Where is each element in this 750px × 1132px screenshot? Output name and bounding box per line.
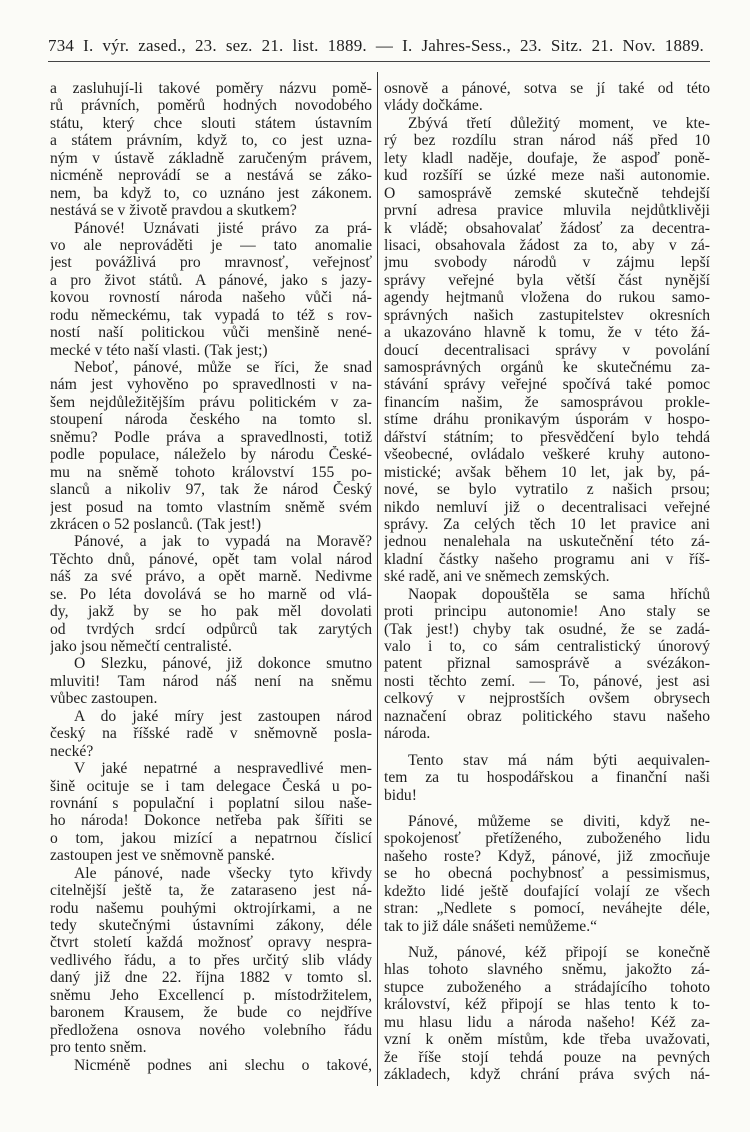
text-line: financím našim, že samosprávou prokle- bbox=[384, 393, 710, 411]
text-line: osnově a pánové, sotva se jí také od této bbox=[384, 80, 710, 97]
text-line: Nicméně podnes ani slechu o takové, bbox=[74, 1056, 372, 1074]
text-line: mu hlasu lidu a národa našeho! Kéž za- bbox=[384, 1013, 710, 1031]
text-line: rý bez rozdílu stran národ náš před 10 bbox=[384, 132, 710, 150]
text-line: proti principu autonomie! Ano staly se bbox=[384, 603, 710, 621]
text-line: nem, ba když to, co uznáno jest zákonem. bbox=[50, 184, 372, 202]
text-line: lety kladl naděje, doufaje, že aspoď poně- bbox=[384, 149, 710, 167]
text-line: tem za tu hospodářskou a finanční naši bbox=[384, 769, 710, 787]
paragraph bbox=[50, 533, 372, 655]
text-line: našeho roste? Když, pánové, již zmocňuje bbox=[384, 847, 710, 865]
text-line: a zasluhují-li takové poměry názvu pomě- bbox=[50, 80, 372, 97]
paragraph bbox=[384, 586, 710, 743]
text-line: rů právních, poměrů hodných novodobého bbox=[50, 97, 372, 115]
text-line: šině ocituje se i tam delegace Česká u po- bbox=[50, 777, 372, 795]
text-line: A do jaké míry jest zastoupen národ bbox=[74, 707, 372, 725]
text-line: jako jsou němečtí centralisté. bbox=[50, 638, 232, 655]
text-line: hlas tohoto slavného sněmu, jakožto zá- bbox=[384, 961, 710, 979]
text-line: český na říšské radě v sněmovně posla- bbox=[50, 725, 372, 743]
text-line: o tom, jakou mizící a nepatrnou číslicí bbox=[50, 829, 372, 847]
text-line: O Slezku, pánové, již dokonce smutno bbox=[74, 655, 372, 673]
text-line: lisaci, obsahovala žádost za to, aby v zá- bbox=[384, 236, 710, 254]
text-line: celkový v nejprostších ovšem obrysech bbox=[384, 690, 710, 708]
paragraph bbox=[384, 115, 710, 586]
text-line: stran: „Nedlete s pomocí, neváhejte déle, bbox=[384, 900, 710, 918]
running-header: 734 I. výr. zased., 23. sez. 21. list. 1889. — I. Jahres-Sess., 23. Sitz. 21. Nov. 1889. bbox=[48, 36, 704, 55]
text-line: státu, který chce slouti státem ústavním bbox=[50, 114, 372, 132]
text-line: správy. Za celých těch 10 let pravice ani bbox=[384, 515, 710, 533]
text-line: rodu našemu pouhými oktrojírkami, a ne bbox=[50, 899, 372, 917]
text-line: Těchto dnů, pánové, opět tam volal národ bbox=[50, 550, 372, 568]
text-line: baronem Krausem, že bude co nejdříve bbox=[50, 1004, 372, 1022]
text-line: (Tak jest!) chyby tak osudné, že se zadá- bbox=[384, 620, 710, 638]
text-line: ské radě, ani ve sněmech zemských. bbox=[384, 568, 610, 586]
text-line: valo i to, co sám centralistický únorový bbox=[384, 638, 710, 655]
paragraph bbox=[384, 80, 710, 115]
text-line: vedlivého řádu, a to přes určitý slib vlády bbox=[50, 951, 372, 969]
text-line: agendy hejtmanů vložena do rukou samo- bbox=[384, 289, 710, 307]
header-rule bbox=[48, 61, 710, 62]
paragraph bbox=[50, 220, 372, 360]
text-line: se ho obecná pochybnosť a pessimismus, bbox=[384, 865, 710, 883]
text-line: a ukazováno hlavně k tomu, že v této žá- bbox=[384, 324, 710, 342]
text-line: Nuž, pánové, kéž připojí se konečně bbox=[408, 944, 710, 961]
text-line: slanců a nikoliv 97, tak že národ Český bbox=[50, 481, 372, 499]
column-divider bbox=[377, 72, 378, 1086]
right-column bbox=[384, 80, 710, 1084]
text-line: ným v ústavě základně zaručeným právem, bbox=[50, 149, 372, 167]
text-line: kdežto lidé ještě doufající volají ze všech bbox=[384, 882, 710, 900]
text-line: sněmu Jeho Excellencí p. místodržitelem, bbox=[50, 986, 372, 1004]
text-line: čtvrt století každá možnosť opravy nespra- bbox=[50, 934, 372, 952]
paragraph bbox=[384, 944, 710, 1084]
text-line: nicméně neprovádí se a nestává se záko- bbox=[50, 167, 372, 185]
text-line: dářství státním; to přesvědčení bylo tehdá bbox=[384, 428, 710, 446]
text-line: podle populace, náleželo by národu České- bbox=[50, 446, 372, 464]
text-line: bidu! bbox=[384, 786, 417, 804]
paragraph bbox=[50, 760, 372, 865]
text-line: náš za své právo, a opět marně. Nedivme bbox=[50, 568, 372, 586]
text-line: vůbec zastoupen. bbox=[50, 690, 158, 708]
text-line: Neboť, pánové, může se říci, že snad bbox=[74, 359, 372, 376]
text-line: Naopak dopouštěla se sama hříchů bbox=[408, 585, 710, 603]
paragraph bbox=[50, 80, 372, 220]
text-line: jmu svobody národů v zájmu lepší bbox=[384, 254, 710, 272]
text-line: vo ale neprováděti je — tato anomalie bbox=[50, 236, 372, 254]
text-line: stíme dráhu pronikavým úsporám v hospo- bbox=[384, 411, 710, 429]
text-line: nové, se bylo vytratilo z našich prsou; bbox=[384, 481, 710, 499]
text-line: mecké v této naší vlasti. (Tak jest;) bbox=[50, 341, 268, 359]
text-line: k vládě; obsahovalať žádosť za decentra- bbox=[384, 219, 710, 237]
text-line: citelnější ještě ta, že zataraseno jest ná- bbox=[50, 882, 372, 900]
left-column bbox=[50, 80, 372, 1074]
text-line: jest posud na tomto vlastním sněmě svém bbox=[50, 498, 372, 516]
text-line: že říše stojí tehdá pouze na pevných bbox=[384, 1048, 710, 1066]
text-line: předložena osnova nového volebního řádu bbox=[50, 1021, 372, 1039]
text-line: všeobecné, ovládalo veškeré kruhy autono- bbox=[384, 446, 710, 464]
text-line: a státem právním, když to, co jest uzna- bbox=[50, 132, 372, 150]
paragraph bbox=[50, 708, 372, 760]
text-line: zastoupen jest ve sněmovně panské. bbox=[50, 847, 275, 865]
paragraph bbox=[50, 1057, 372, 1074]
text-line: O samosprávě zemské skutečně tehdejší bbox=[384, 184, 710, 202]
text-line: stoupení národa českého na tomto sl. bbox=[50, 411, 372, 429]
text-line: vlády dočkáme. bbox=[384, 97, 483, 115]
text-line: kovou rovností národa našeho vůči ná- bbox=[50, 289, 372, 307]
text-line: jest povážlivá pro mravnosť, veřejnosť bbox=[50, 254, 372, 272]
text-line: V jaké nepatrné a nespravedlivé men- bbox=[74, 760, 372, 778]
text-line: patent přiznal samosprávě a svézákon- bbox=[384, 655, 710, 673]
text-line: samosprávných orgánů ke skutečnému za- bbox=[384, 359, 710, 376]
text-line: jednou nenalehala na uskutečnění této zá- bbox=[384, 533, 710, 551]
text-line: správných našich zastupitelstev okresních bbox=[384, 306, 710, 324]
text-line: zkrácen o 52 poslanců. (Tak jest!) bbox=[50, 515, 262, 533]
text-line: doucí decentralisaci správy v povolání bbox=[384, 341, 710, 359]
text-line: Zbývá třetí důležitý moment, ve kte- bbox=[408, 114, 710, 132]
text-line: základech, když chrání práva svých ná- bbox=[384, 1066, 710, 1084]
text-line: od tvrdých srdcí odpůrců tak zarytých bbox=[50, 620, 372, 638]
text-line: nikdo nemluví již o decentralisaci veřejné bbox=[384, 498, 710, 516]
text-line: kud rozšíří se úzké meze naši autonomie. bbox=[384, 167, 710, 185]
text-line: sněmu? Podle práva a spravedlnosti, totiž bbox=[50, 428, 372, 446]
text-line: Tento stav má nám býti aequivalen- bbox=[408, 751, 710, 769]
text-line: naznačení obraz politického stavu našeho bbox=[384, 707, 710, 725]
text-line: a pro život států. A pánové, jako s jazy- bbox=[50, 271, 372, 289]
text-line: dy, jakž by se ho pak měl dovolati bbox=[50, 603, 372, 621]
text-line: Ale pánové, nade všecky tyto křivdy bbox=[74, 864, 372, 882]
text-line: kladní částky našeho programu ani v říš- bbox=[384, 550, 710, 568]
paragraph bbox=[50, 865, 372, 1057]
text-line: pro tento sněm. bbox=[50, 1039, 147, 1057]
text-line: tedy skutečnými ústavními zákony, déle bbox=[50, 917, 372, 934]
text-line: mu na sněmě tohoto království 155 po- bbox=[50, 463, 372, 481]
text-line: šem nejdůležitějším právu politickém v za- bbox=[50, 393, 372, 411]
paragraph bbox=[384, 813, 710, 935]
text-line: nestává se v životě pravdou a skutkem? bbox=[50, 202, 297, 220]
text-line: spokojenosť přetíženého, zuboženého lidu bbox=[384, 830, 710, 848]
text-line: první adresa pravice mluvila nejdůtklivěji bbox=[384, 202, 710, 220]
text-line: ností naší politickou vůči menšině nené- bbox=[50, 324, 372, 342]
text-line: stávání správy veřejné spočívá také pomoc bbox=[384, 376, 710, 394]
text-line: Pánové, můžeme se diviti, když ne- bbox=[408, 812, 710, 830]
text-line: stupce zuboženého a strádajícího tohoto bbox=[384, 978, 710, 996]
text-line: nám jest vyhověno po spravedlnosti v na- bbox=[50, 376, 372, 394]
paragraph bbox=[50, 359, 372, 533]
paragraph bbox=[384, 752, 710, 804]
text-line: mistické; avšak během 10 let, jak by, pá- bbox=[384, 463, 710, 481]
text-line: nosti těchto zemí. — To, pánové, jest asi bbox=[384, 672, 710, 690]
text-line: ho národa! Dokonce netřeba pak šířiti se bbox=[50, 812, 372, 830]
text-line: národa. bbox=[384, 725, 431, 743]
text-line: necké? bbox=[50, 742, 94, 760]
text-line: rovnání s populační i poplatní silou naše- bbox=[50, 794, 372, 812]
text-line: správy veřejné byla větší část nynější bbox=[384, 271, 710, 289]
text-line: vzní k oněm místům, kde třeba uvažovati, bbox=[384, 1031, 710, 1049]
text-line: rodu německému, tak vypadá to též s rov- bbox=[50, 306, 372, 324]
text-line: tak to již dále snášeti nemůžeme.“ bbox=[384, 917, 598, 935]
text-line: daný již dne 22. října 1882 v tomto sl. bbox=[50, 969, 372, 987]
text-line: Pánové, a jak to vypadá na Moravě? bbox=[74, 533, 372, 551]
text-line: mluviti! Tam národ náš není na sněmu bbox=[50, 672, 372, 690]
text-line: Pánové! Uznávati jisté právo za prá- bbox=[74, 219, 372, 237]
text-line: království, kéž připojí se hlas tento k to- bbox=[384, 996, 710, 1014]
paragraph bbox=[50, 655, 372, 707]
text-line: se. Po léta dovolává se ho marně od vlá- bbox=[50, 585, 372, 603]
